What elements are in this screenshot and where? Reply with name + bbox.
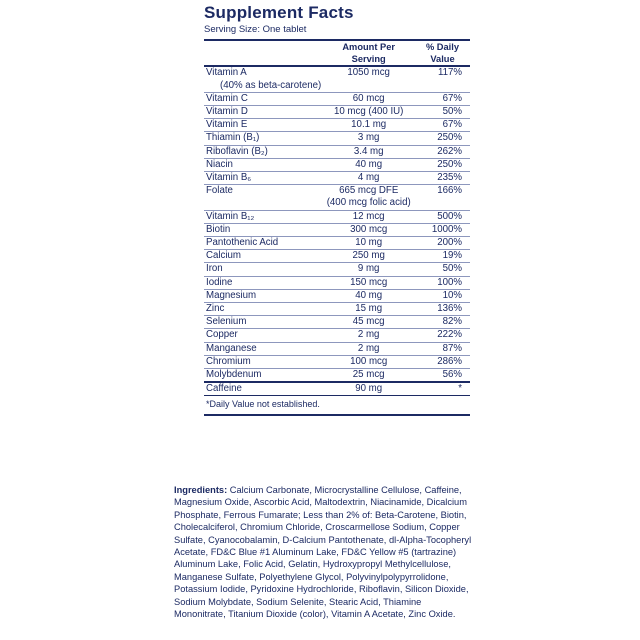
panel-bottom-rule — [204, 414, 470, 416]
table-row — [204, 119, 470, 132]
nutrient-dv: 50% — [415, 263, 470, 276]
nutrient-dv: 286% — [415, 355, 470, 368]
nutrient-dv: 136% — [415, 303, 470, 316]
nutrient-dv: 235% — [415, 172, 470, 185]
nutrient-name: Copper — [204, 329, 322, 342]
nutrient-dv: 100% — [415, 276, 470, 289]
nutrient-amount: 10 mg — [322, 237, 415, 250]
header-amount-line1: Amount Per — [342, 42, 396, 52]
nutrient-name: Caffeine — [204, 382, 322, 395]
table-header-row — [204, 41, 470, 66]
header-dv-line2: Value — [430, 54, 455, 65]
nutrient-amount: 40 mg — [322, 289, 415, 302]
nutrient-name: Vitamin B₆ — [204, 172, 322, 185]
header-daily-value — [415, 41, 470, 66]
ingredients-text: Calcium Carbonate, Microcrystalline Cellulose, Caffeine, Magnesium Oxide, Ascorbic Acid, Maltodextrin, Niacinamide, Dicalcium Phosphate, Ferrous Fumarate; Less than 2% of: Beta-Carotene, Biotin, Cholecalciferol, Chromium Chloride, Croscarmellose Sodium, Copper Sulfate, Cyanocobalamin, D-Calcium Pantothenate, dl-Alpha-Tocopheryl Acetate, FD&C Blue #1 Aluminum Lake, FD&C Yellow #5 (tartrazine) Aluminum Lake, Folic Acid, Gelatin, Hydroxypropyl Methylcellulose, Manganese Sulfate, Polyethylene Glycol, Polyvinylpolypyrrolidone, Potassium Iodide, Pyridoxine Hydrochloride, Riboflavin, Silicon Dioxide, Sodium Molybdate, Sodium Selenite, Stearic Acid, Thiamine Mononitrate, Titanium Dioxide (color), Vitamin A Acetate, Zinc Oxide. — [174, 485, 472, 620]
table-row — [204, 289, 470, 302]
nutrient-amount: 2 mg — [322, 342, 415, 355]
nutrient-amount: 25 mcg — [322, 369, 415, 383]
header-amount-line2: Serving — [351, 54, 386, 65]
nutrient-name: Vitamin D — [204, 106, 322, 119]
nutrient-dv: 262% — [415, 145, 470, 158]
table-row — [204, 172, 470, 185]
table-row — [204, 355, 470, 368]
nutrient-dv: 117% — [415, 66, 470, 92]
table-row — [204, 329, 470, 342]
nutrient-amount: 665 mcg DFE — [339, 185, 399, 197]
table-row — [204, 145, 470, 158]
nutrient-name: Vitamin A — [206, 67, 247, 79]
table-row — [204, 223, 470, 236]
nutrient-dv: 250% — [415, 158, 470, 171]
nutrient-name: Manganese — [204, 342, 322, 355]
nutrient-dv: 166% — [415, 185, 470, 210]
nutrient-dv: 250% — [415, 132, 470, 145]
nutrient-name: Riboflavin (B₂) — [204, 145, 322, 158]
table-row — [204, 106, 470, 119]
nutrient-dv: 82% — [415, 316, 470, 329]
table-row — [204, 210, 470, 223]
table-row — [204, 92, 470, 105]
table-row-caffeine — [204, 382, 470, 395]
nutrient-dv: 10% — [415, 289, 470, 302]
nutrient-dv: 50% — [415, 106, 470, 119]
nutrient-name: Biotin — [204, 223, 322, 236]
nutrition-table — [204, 41, 470, 395]
table-row — [204, 369, 470, 383]
nutrient-amount: 4 mg — [322, 172, 415, 185]
nutrient-amount: 90 mg — [322, 382, 415, 395]
table-row — [204, 316, 470, 329]
table-row — [204, 185, 470, 210]
nutrient-name: Chromium — [204, 355, 322, 368]
nutrient-subnote: (40% as beta-carotene) — [220, 79, 322, 91]
nutrient-amount: 15 mg — [322, 303, 415, 316]
nutrient-dv: 19% — [415, 250, 470, 263]
nutrient-amount: 2 mg — [322, 329, 415, 342]
nutrient-dv: 67% — [415, 92, 470, 105]
nutrient-amount: 300 mcg — [322, 223, 415, 236]
nutrient-amount: 3.4 mg — [322, 145, 415, 158]
nutrient-dv: 500% — [415, 210, 470, 223]
header-amount — [322, 41, 415, 66]
table-row — [204, 158, 470, 171]
nutrient-amount: 3 mg — [322, 132, 415, 145]
nutrient-amount: 12 mcg — [322, 210, 415, 223]
nutrient-subnote: (400 mcg folic acid) — [326, 197, 411, 209]
nutrient-amount: 40 mg — [322, 158, 415, 171]
serving-size: Serving Size: One tablet — [204, 24, 307, 35]
table-row — [204, 303, 470, 316]
nutrient-name: Vitamin C — [204, 92, 322, 105]
table-row — [204, 250, 470, 263]
nutrient-amount: 150 mcg — [322, 276, 415, 289]
nutrient-dv: 87% — [415, 342, 470, 355]
panel-title: Supplement Facts — [204, 3, 354, 22]
nutrient-dv: 200% — [415, 237, 470, 250]
daily-value-footnote: *Daily Value not established. — [206, 399, 320, 410]
table-row — [204, 263, 470, 276]
table-row — [204, 342, 470, 355]
nutrient-dv: 222% — [415, 329, 470, 342]
table-row — [204, 132, 470, 145]
nutrient-name: Vitamin B₁₂ — [204, 210, 322, 223]
nutrient-name: Thiamin (B₁) — [204, 132, 322, 145]
nutrient-name: Vitamin E — [204, 119, 322, 132]
table-row — [204, 237, 470, 250]
nutrient-amount: 100 mcg — [322, 355, 415, 368]
nutrient-dv: 56% — [415, 369, 470, 383]
nutrient-name: Folate — [204, 185, 322, 210]
table-row — [204, 276, 470, 289]
supplement-facts-panel — [170, 0, 470, 416]
nutrient-amount: 45 mcg — [322, 316, 415, 329]
nutrient-dv: 1000% — [415, 223, 470, 236]
nutrient-dv: 67% — [415, 119, 470, 132]
nutrient-amount: 1050 mcg — [322, 66, 415, 92]
nutrient-name: Selenium — [204, 316, 322, 329]
nutrient-name: Calcium — [204, 250, 322, 263]
header-dv-line1: % Daily — [425, 42, 460, 52]
nutrient-amount: 250 mg — [322, 250, 415, 263]
table-row — [204, 66, 470, 92]
nutrient-name: Molybdenum — [204, 369, 322, 383]
nutrient-name: Pantothenic Acid — [204, 237, 322, 250]
nutrient-name: Magnesium — [204, 289, 322, 302]
nutrient-name: Zinc — [204, 303, 322, 316]
nutrient-amount: 10 mcg (400 IU) — [322, 106, 415, 119]
nutrient-dv: * — [415, 382, 470, 395]
nutrient-name: Niacin — [204, 158, 322, 171]
nutrient-amount: 60 mcg — [322, 92, 415, 105]
nutrient-amount: 9 mg — [322, 263, 415, 276]
ingredients-label: Ingredients: — [174, 485, 228, 495]
nutrient-amount: 10.1 mg — [322, 119, 415, 132]
nutrient-name: Iodine — [204, 276, 322, 289]
nutrient-name: Iron — [204, 263, 322, 276]
header-nutrient — [204, 41, 322, 66]
ingredients-section — [174, 484, 474, 620]
